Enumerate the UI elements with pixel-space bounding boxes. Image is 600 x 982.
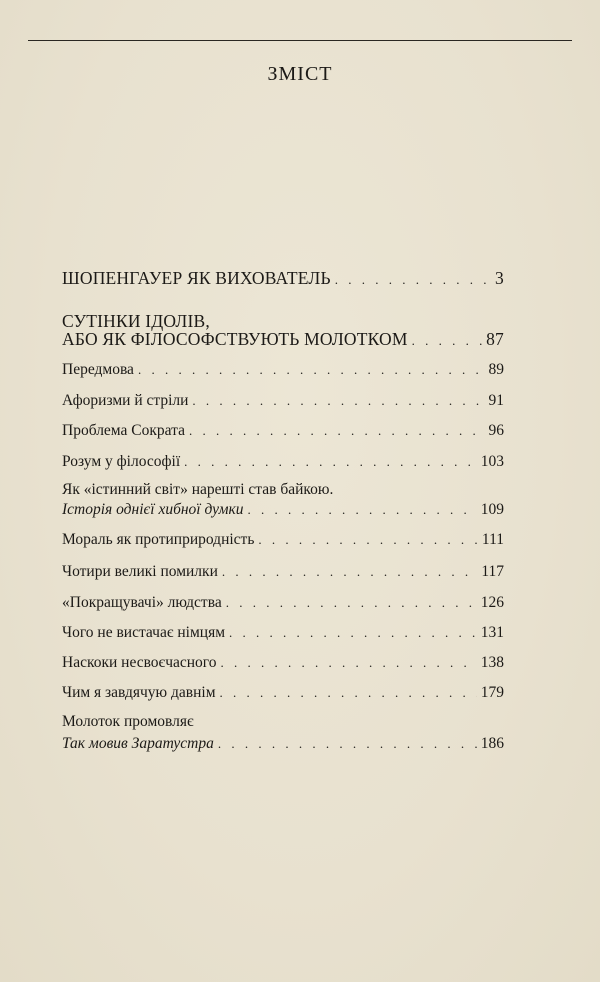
toc-entry-label: Чотири великі помилки: [62, 563, 218, 580]
toc-entry-true-world: [62, 500, 504, 520]
toc-entry-page: 117: [481, 563, 504, 580]
toc-entry-page: 103: [480, 453, 504, 470]
toc-entry-label: Історія однієї хибної думки: [62, 501, 244, 518]
dot-leader: [229, 623, 477, 643]
toc-entry-label: Мораль як протиприродність: [62, 531, 255, 548]
toc-entry-preface: [62, 360, 504, 380]
toc-entry-page: 109: [480, 501, 504, 518]
toc-entry-schopenhauer: [62, 268, 504, 290]
toc-entry-label: «Покращувачі» людства: [62, 594, 222, 611]
toc-entry-twilight: [62, 329, 504, 351]
toc-entry-zarathustra: [62, 734, 504, 754]
dot-leader: [184, 452, 477, 472]
toc-entry-label: Чого не вистачає німцям: [62, 624, 226, 641]
toc-entry-germans: [62, 623, 504, 643]
dot-leader: [192, 391, 484, 411]
dot-leader: [226, 593, 477, 613]
toc-entry-label: Так мовив Заратустра: [62, 735, 214, 752]
dot-leader: [258, 530, 478, 550]
toc-entry-page: 89: [488, 361, 504, 378]
toc-entry-label: Проблема Сократа: [62, 422, 185, 439]
toc-entry-twilight-line1: СУТІНКИ ІДОЛІВ,: [62, 311, 210, 331]
toc-entry-page: 186: [480, 735, 504, 752]
toc-entry-reason: [62, 452, 504, 472]
toc-entry-page: 131: [480, 624, 504, 641]
dot-leader: [221, 653, 477, 673]
toc-entry-skirmishes: [62, 653, 504, 673]
toc-entry-four-errors: [62, 562, 504, 582]
toc-entry-page: 138: [480, 654, 504, 671]
toc-entry-socrates: [62, 421, 504, 441]
toc-entry-true-world-line1: Як «істинний світ» нарешті став байкою.: [62, 481, 334, 498]
page-title: ЗМІСТ: [267, 63, 333, 85]
toc-entry-improvers: [62, 593, 504, 613]
toc-entry-label: Передмова: [62, 361, 134, 378]
toc-entry-page: 111: [481, 531, 504, 548]
toc-entry-label: Чим я завдячую давнім: [62, 684, 216, 701]
dot-leader: [412, 331, 482, 351]
toc-entry-hammer-line1: Молоток промовляє: [62, 713, 194, 730]
toc-entry-label: Афоризми й стріли: [62, 392, 189, 409]
toc-entry-ancients: [62, 683, 504, 703]
toc-entry-aphorisms: [62, 391, 504, 411]
dot-leader: [189, 421, 485, 441]
toc-entry-label: Наскоки несвоєчасного: [62, 654, 217, 671]
toc-entry-label: ШОПЕНГАУЕР ЯК ВИХОВАТЕЛЬ: [62, 268, 331, 288]
toc-entry-page: 87: [486, 329, 504, 349]
toc-entry-page: 91: [488, 392, 504, 409]
dot-leader: [138, 360, 485, 380]
toc-entry-label: АБО ЯК ФІЛОСОФСТВУЮТЬ МОЛОТКОМ: [62, 329, 408, 349]
toc-entry-page: 3: [495, 268, 504, 288]
toc-entry-page: 179: [480, 684, 504, 701]
dot-leader: [248, 500, 477, 520]
toc-entry-label: Розум у філософії: [62, 453, 181, 470]
dot-leader: [218, 734, 477, 754]
top-rule: [28, 40, 572, 41]
dot-leader: [220, 683, 477, 703]
dot-leader: [335, 270, 491, 290]
toc-entry-page: 96: [488, 422, 504, 439]
toc-entry-morality: [62, 530, 504, 550]
toc-entry-page: 126: [480, 594, 504, 611]
dot-leader: [222, 562, 477, 582]
